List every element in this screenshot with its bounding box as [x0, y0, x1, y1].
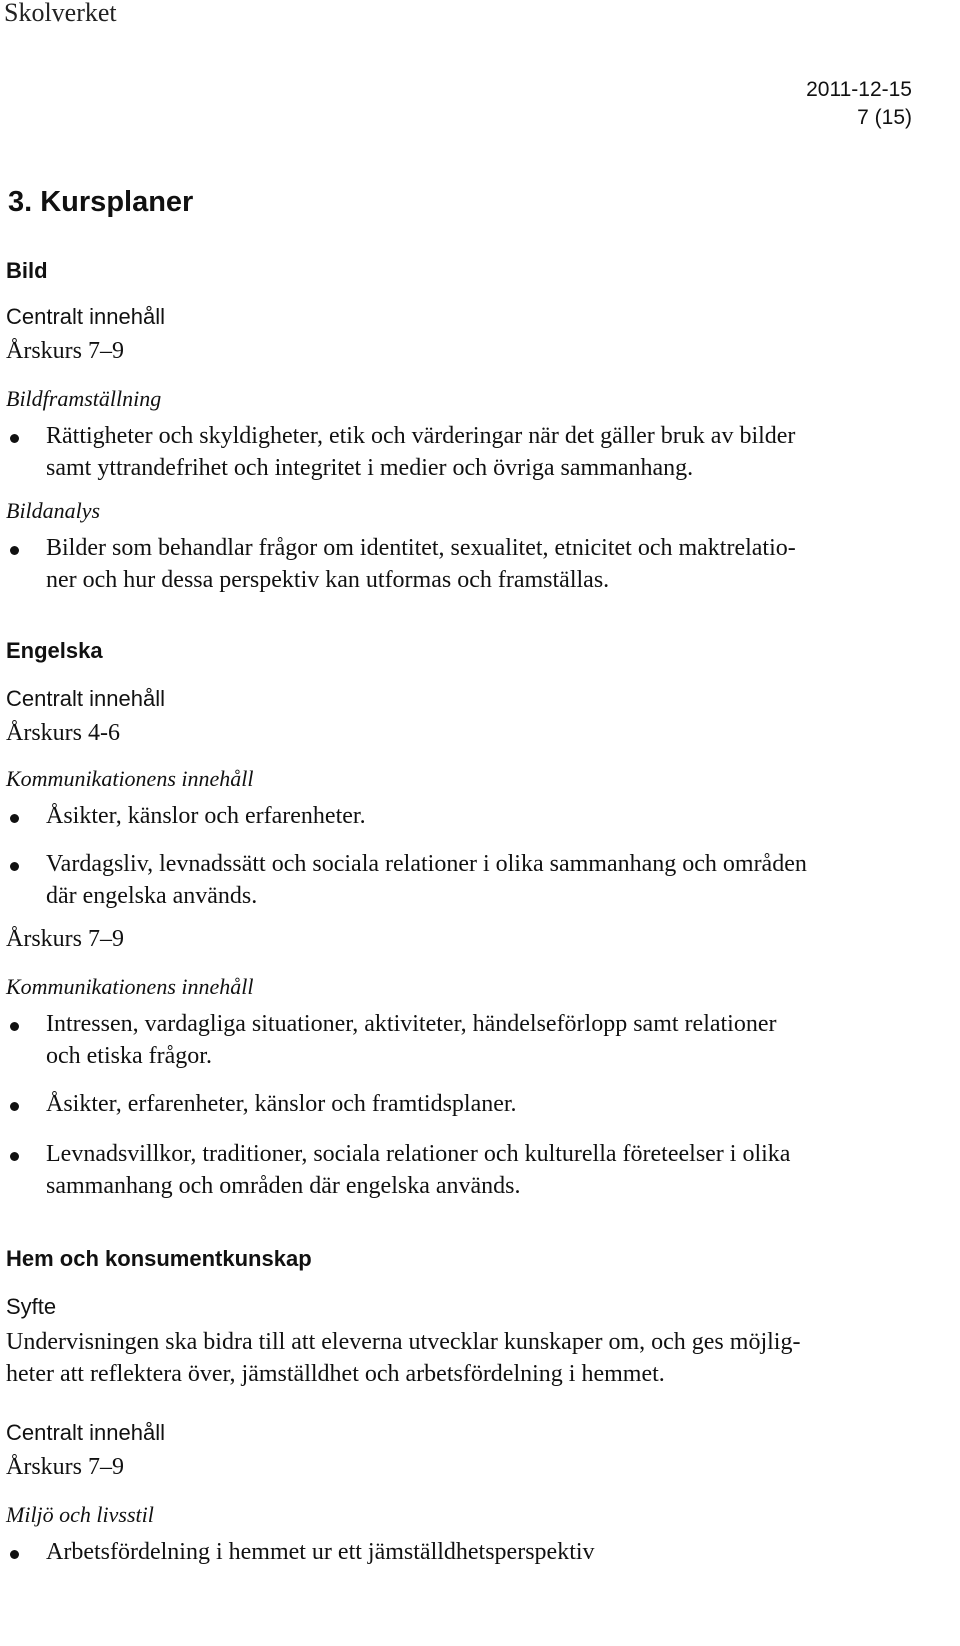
grade-heading: Årskurs 4-6 — [6, 720, 120, 746]
subheading-miljo: Miljö och livsstil — [6, 1502, 154, 1527]
list-item-line: Bilder som behandlar frågor om identitet, sexualitet, etnicitet och maktrelatio- — [46, 535, 796, 561]
subheading-bildanalys: Bildanalys — [6, 498, 101, 523]
list-item-line: Rättigheter och skyldigheter, etik och värderingar när det gäller bruk av bilder — [46, 423, 796, 449]
paragraph-line: heter att reflektera över, jämställdhet och arbetsfördelning i hemmet. — [6, 1361, 665, 1387]
bullet-icon — [10, 862, 19, 871]
central-content-heading: Centralt innehåll — [6, 1420, 165, 1445]
list-item-line: Levnadsvillkor, traditioner, sociala relationer och kulturella företeelser i olika — [46, 1141, 791, 1167]
bullet-icon — [10, 434, 19, 443]
grade-heading: Årskurs 7–9 — [6, 926, 124, 952]
header-page-number: 7 (15) — [857, 106, 912, 129]
central-content-heading: Centralt innehåll — [6, 304, 165, 329]
list-item-line: Åsikter, erfarenheter, känslor och framtidsplaner. — [46, 1091, 517, 1117]
paragraph-line: Undervisningen ska bidra till att eleverna utvecklar kunskaper om, och ges möjlig- — [6, 1329, 801, 1355]
list-item-line: samt yttrandefrihet och integritet i medier och övriga sammanhang. — [46, 455, 694, 481]
bullet-icon — [10, 1152, 19, 1161]
list-item-line: Åsikter, känslor och erfarenheter. — [46, 803, 366, 829]
purpose-heading: Syfte — [6, 1294, 57, 1319]
bullet-icon — [10, 1102, 19, 1111]
section-heading-engelska: Engelska — [6, 638, 103, 663]
subheading-kommunikation: Kommunikationens innehåll — [6, 974, 254, 999]
bullet-icon — [10, 1550, 19, 1559]
central-content-heading: Centralt innehåll — [6, 686, 165, 711]
list-item-line: ner och hur dessa perspektiv kan utformas och framställas. — [46, 567, 610, 593]
header-org: Skolverket — [4, 0, 117, 27]
header-date: 2011-12-15 — [806, 78, 912, 101]
section-heading-bild: Bild — [6, 258, 48, 283]
grade-heading: Årskurs 7–9 — [6, 1454, 124, 1480]
bullet-icon — [10, 546, 19, 555]
list-item-line: där engelska används. — [46, 883, 258, 909]
list-item-line: sammanhang och områden där engelska används. — [46, 1173, 521, 1199]
section-heading-hem: Hem och konsumentkunskap — [6, 1246, 312, 1271]
list-item-line: Intressen, vardagliga situationer, aktiviteter, händelseförlopp samt relationer — [46, 1011, 777, 1037]
grade-heading: Årskurs 7–9 — [6, 338, 124, 364]
subheading-kommunikation: Kommunikationens innehåll — [6, 766, 254, 791]
list-item-line: och etiska frågor. — [46, 1043, 212, 1069]
list-item-line: Vardagsliv, levnadssätt och sociala relationer i olika sammanhang och områden — [46, 851, 807, 877]
list-item-line: Arbetsfördelning i hemmet ur ett jämställdhetsperspektiv — [46, 1539, 595, 1565]
page-title: 3. Kursplaner — [8, 186, 194, 218]
subheading-bildframstallning: Bildframställning — [6, 386, 162, 411]
bullet-icon — [10, 1022, 19, 1031]
bullet-icon — [10, 814, 19, 823]
